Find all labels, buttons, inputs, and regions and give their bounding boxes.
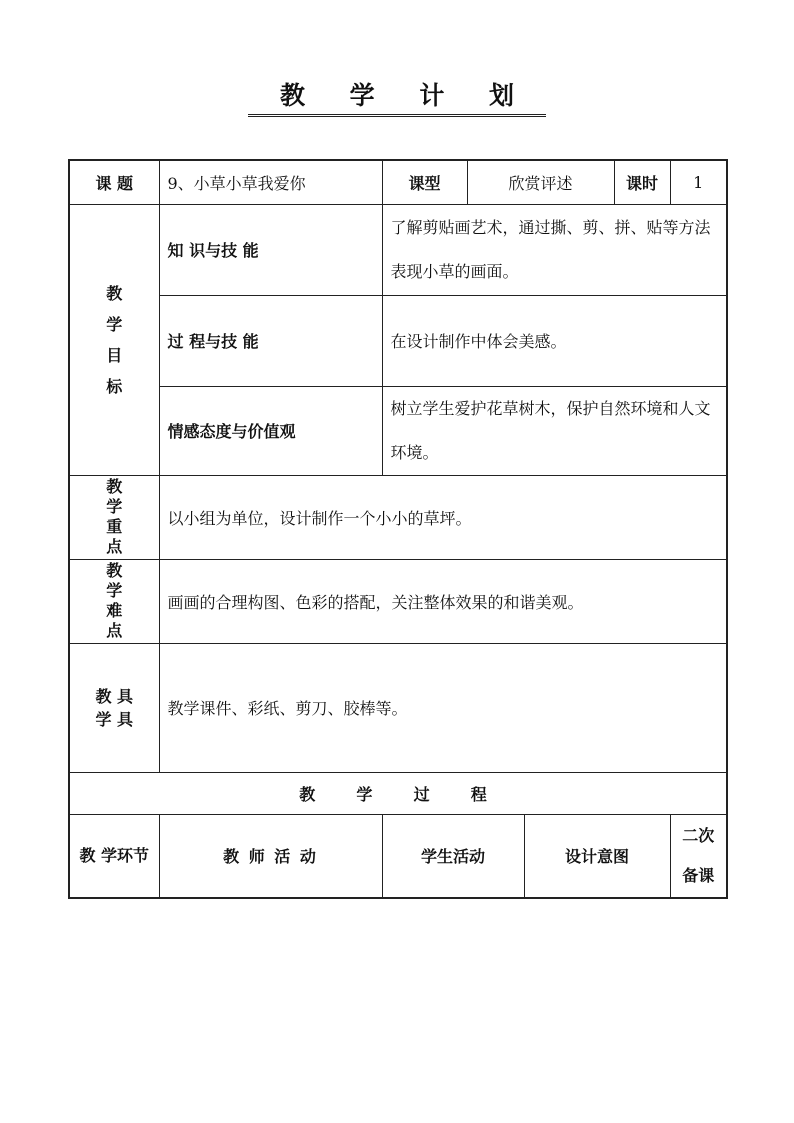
key-points-label-char: 学 — [106, 497, 123, 516]
tools-label — [69, 643, 159, 772]
objective-row — [69, 295, 727, 386]
title-text: 教 学 计 划 — [248, 78, 546, 117]
objectives-label-char: 教 — [106, 283, 123, 303]
difficulties-label-char: 点 — [106, 621, 123, 640]
key-points-content: 以小组为单位，设计制作一个小小的草坪。 — [159, 475, 727, 559]
objective-content-attitude: 树立学生爱护花草树木，保护自然环境和人文环境。 — [382, 386, 727, 475]
tools-row — [69, 643, 727, 772]
objectives-label-char: 标 — [106, 376, 123, 396]
objective-label-process: 过 程与技 能 — [159, 295, 382, 386]
topic-value: 9、小草小草我爱你 — [159, 160, 382, 204]
header-row — [69, 160, 727, 204]
key-points-row — [69, 475, 727, 559]
type-value: 欣赏评述 — [467, 160, 614, 204]
col-intent: 设计意图 — [524, 814, 670, 898]
key-points-label-char: 点 — [106, 537, 123, 556]
lesson-plan-table — [68, 159, 728, 899]
objective-label-knowledge: 知 识与技 能 — [159, 204, 382, 295]
hours-label: 课时 — [614, 160, 670, 204]
process-heading: 教 学 过 程 — [69, 772, 727, 814]
tools-label-line: 教 具 — [95, 686, 134, 706]
objectives-label-char: 目 — [106, 345, 123, 365]
difficulties-row — [69, 559, 727, 643]
key-points-label-char: 教 — [106, 477, 123, 496]
tools-label-line: 学 具 — [95, 709, 134, 729]
difficulties-label-char: 学 — [106, 581, 123, 600]
difficulties-label-char: 教 — [106, 561, 123, 580]
type-label: 课型 — [382, 160, 467, 204]
topic-label: 课 题 — [69, 160, 159, 204]
process-columns-row — [69, 814, 727, 898]
objectives-label — [69, 204, 159, 475]
col-teacher: 教 师 活 动 — [159, 814, 382, 898]
key-points-label — [69, 475, 159, 559]
col-student: 学生活动 — [382, 814, 524, 898]
key-points-label-char: 重 — [106, 517, 123, 536]
difficulties-label-char: 难 — [106, 601, 123, 620]
objective-row — [69, 386, 727, 475]
objectives-label-char: 学 — [106, 314, 123, 334]
process-heading-row — [69, 772, 727, 814]
col-stage: 教 学环节 — [69, 814, 159, 898]
hours-value: 1 — [670, 160, 727, 204]
objective-content-knowledge: 了解剪贴画艺术，通过撕、剪、拼、贴等方法表现小草的画面。 — [382, 204, 727, 295]
tools-content: 教学课件、彩纸、剪刀、胶棒等。 — [159, 643, 727, 772]
objective-content-process: 在设计制作中体会美感。 — [382, 295, 727, 386]
objective-row — [69, 204, 727, 295]
difficulties-label — [69, 559, 159, 643]
objective-label-attitude: 情感态度与价值观 — [159, 386, 382, 475]
col-second-prep: 二次备课 — [670, 814, 727, 898]
difficulties-content: 画画的合理构图、色彩的搭配，关注整体效果的和谐美观。 — [159, 559, 727, 643]
document-title — [0, 78, 794, 117]
